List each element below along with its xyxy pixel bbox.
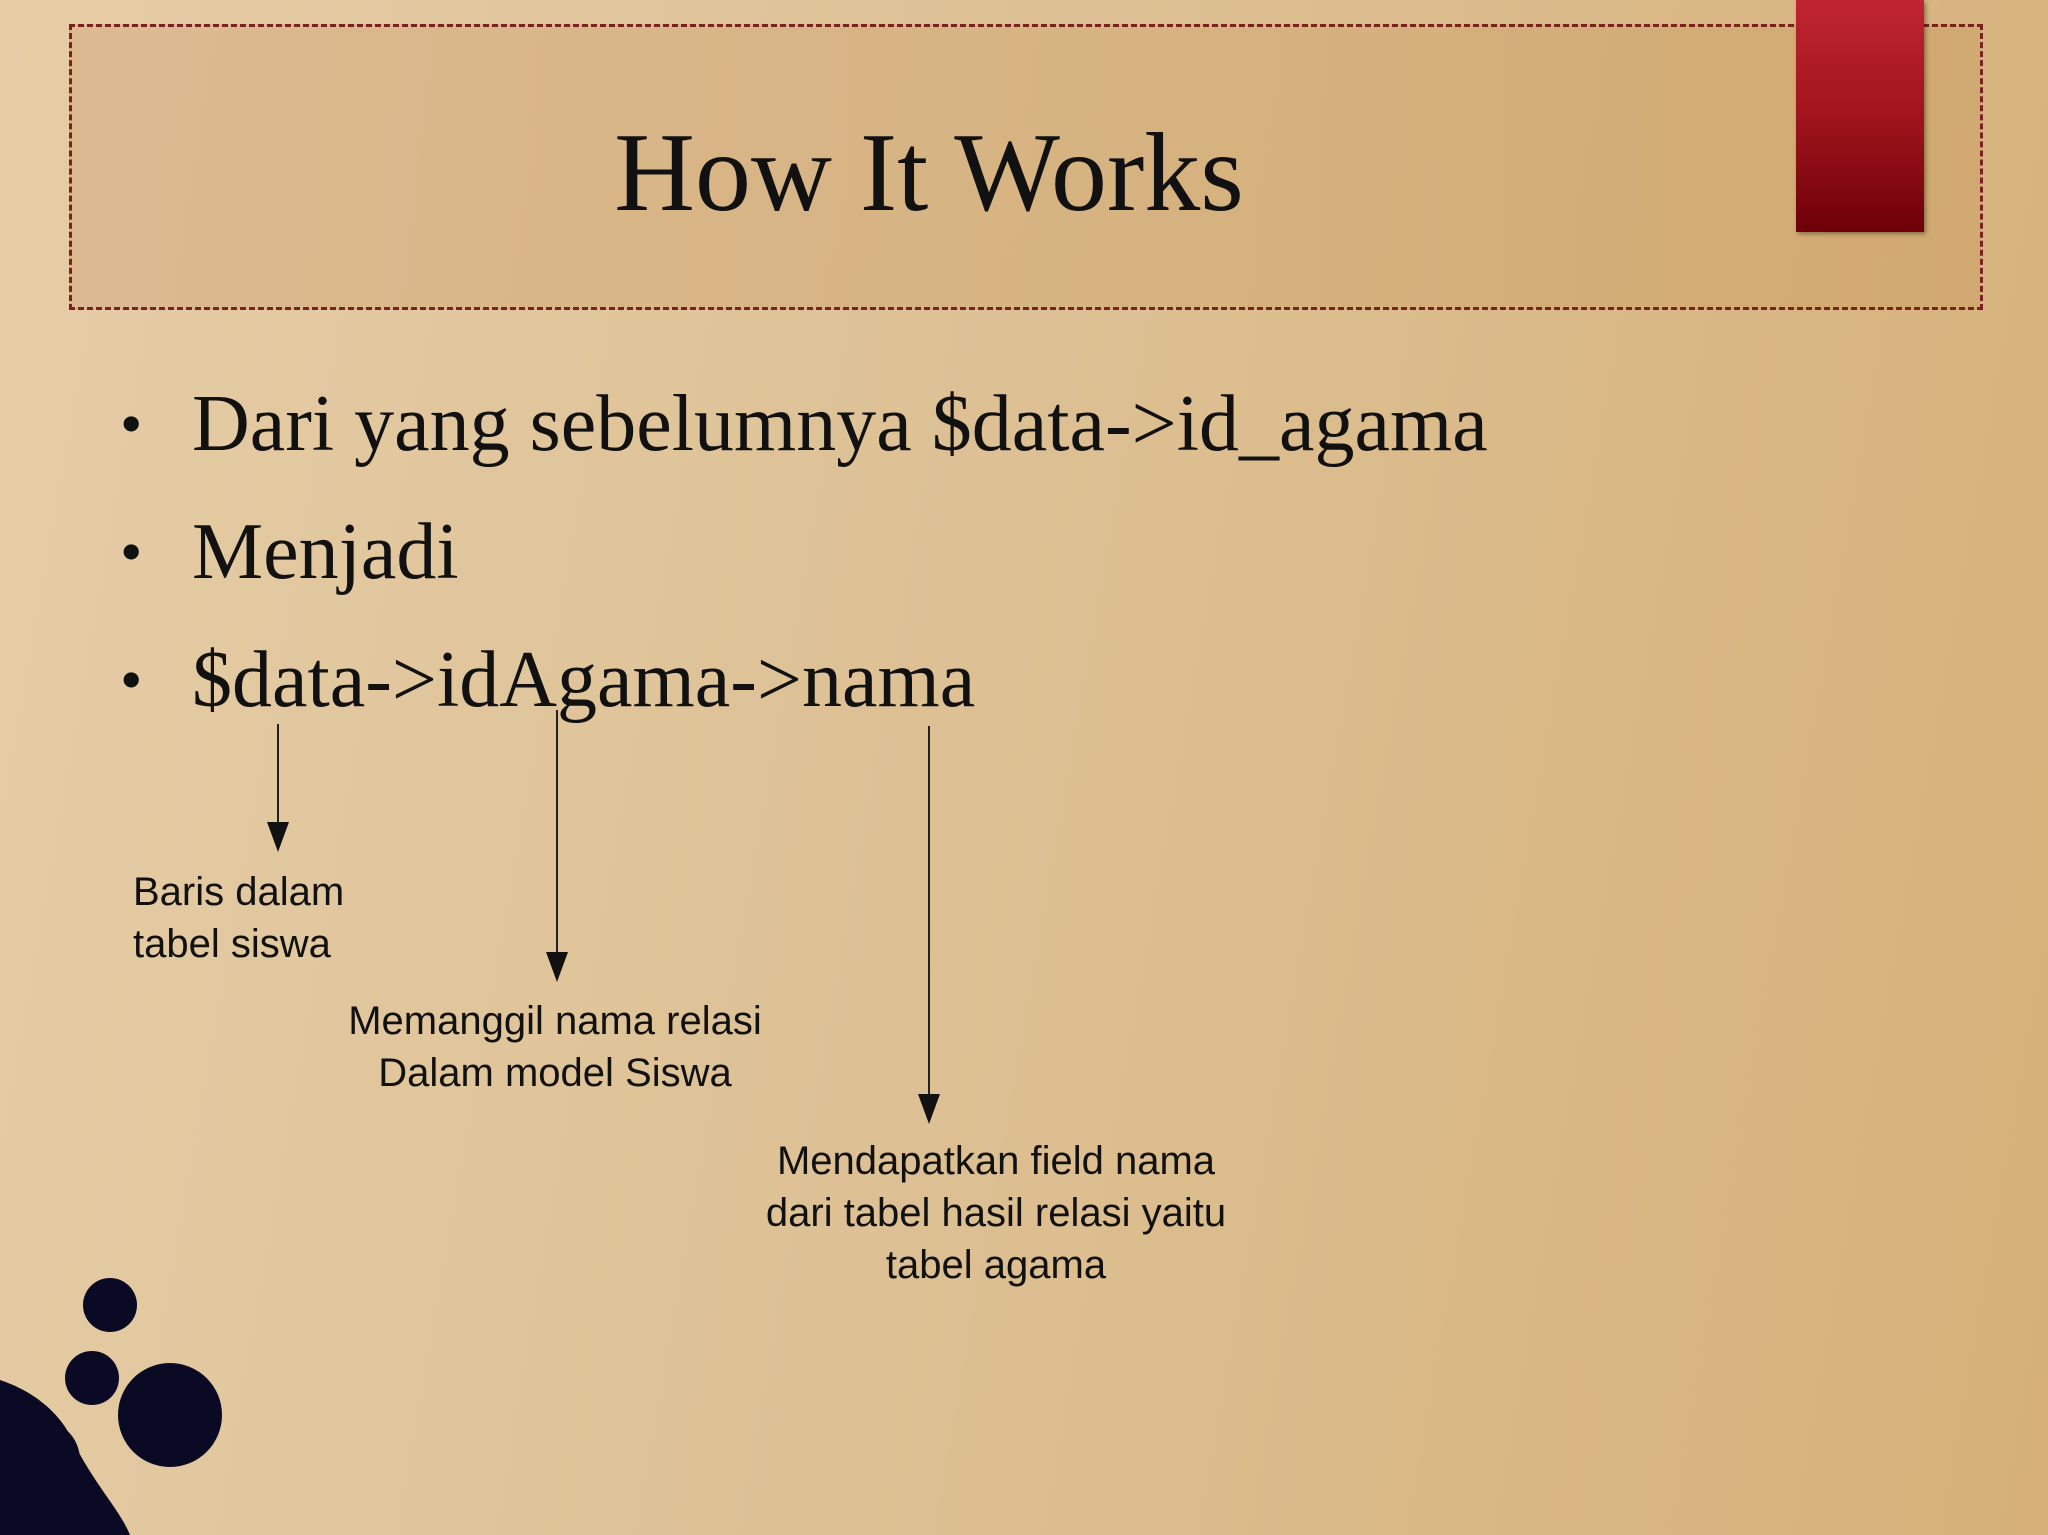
slide-title: How It Works	[614, 111, 1244, 235]
bookmark-ribbon-icon	[1796, 0, 1924, 232]
annotation-line: dari tabel hasil relasi yaitu	[765, 1191, 1227, 1235]
annotation-line: tabel siswa	[133, 922, 331, 966]
annotation-relation-label	[300, 995, 810, 1099]
arrow-head-icon	[546, 952, 568, 982]
annotation-row-label	[133, 866, 344, 970]
bullet-dot-icon: •	[120, 644, 143, 715]
annotation-line: Memanggil nama relasi	[348, 999, 762, 1043]
bullet-item	[120, 360, 1488, 488]
arrow-head-icon	[267, 822, 289, 852]
bullet-item	[120, 488, 1488, 616]
annotation-line: Mendapatkan field nama	[776, 1139, 1216, 1183]
bullet-dot-icon: •	[120, 388, 143, 459]
annotation-line: Dalam model Siswa	[378, 1051, 732, 1095]
bullet-item	[120, 616, 1488, 744]
bullet-text: Menjadi	[192, 508, 459, 596]
bullet-text: Dari yang sebelumnya $data->id_agama	[192, 380, 1488, 468]
bullet-dot-icon: •	[120, 516, 143, 587]
arrow-head-icon	[918, 1094, 940, 1124]
annotation-line: Baris dalam	[133, 870, 345, 914]
ink-splatter-icon	[0, 1260, 240, 1535]
annotation-field-label	[690, 1135, 1302, 1291]
bullet-text: $data->idAgama->nama	[192, 636, 976, 724]
annotation-line: tabel agama	[885, 1243, 1107, 1287]
bullet-list	[120, 360, 1488, 744]
